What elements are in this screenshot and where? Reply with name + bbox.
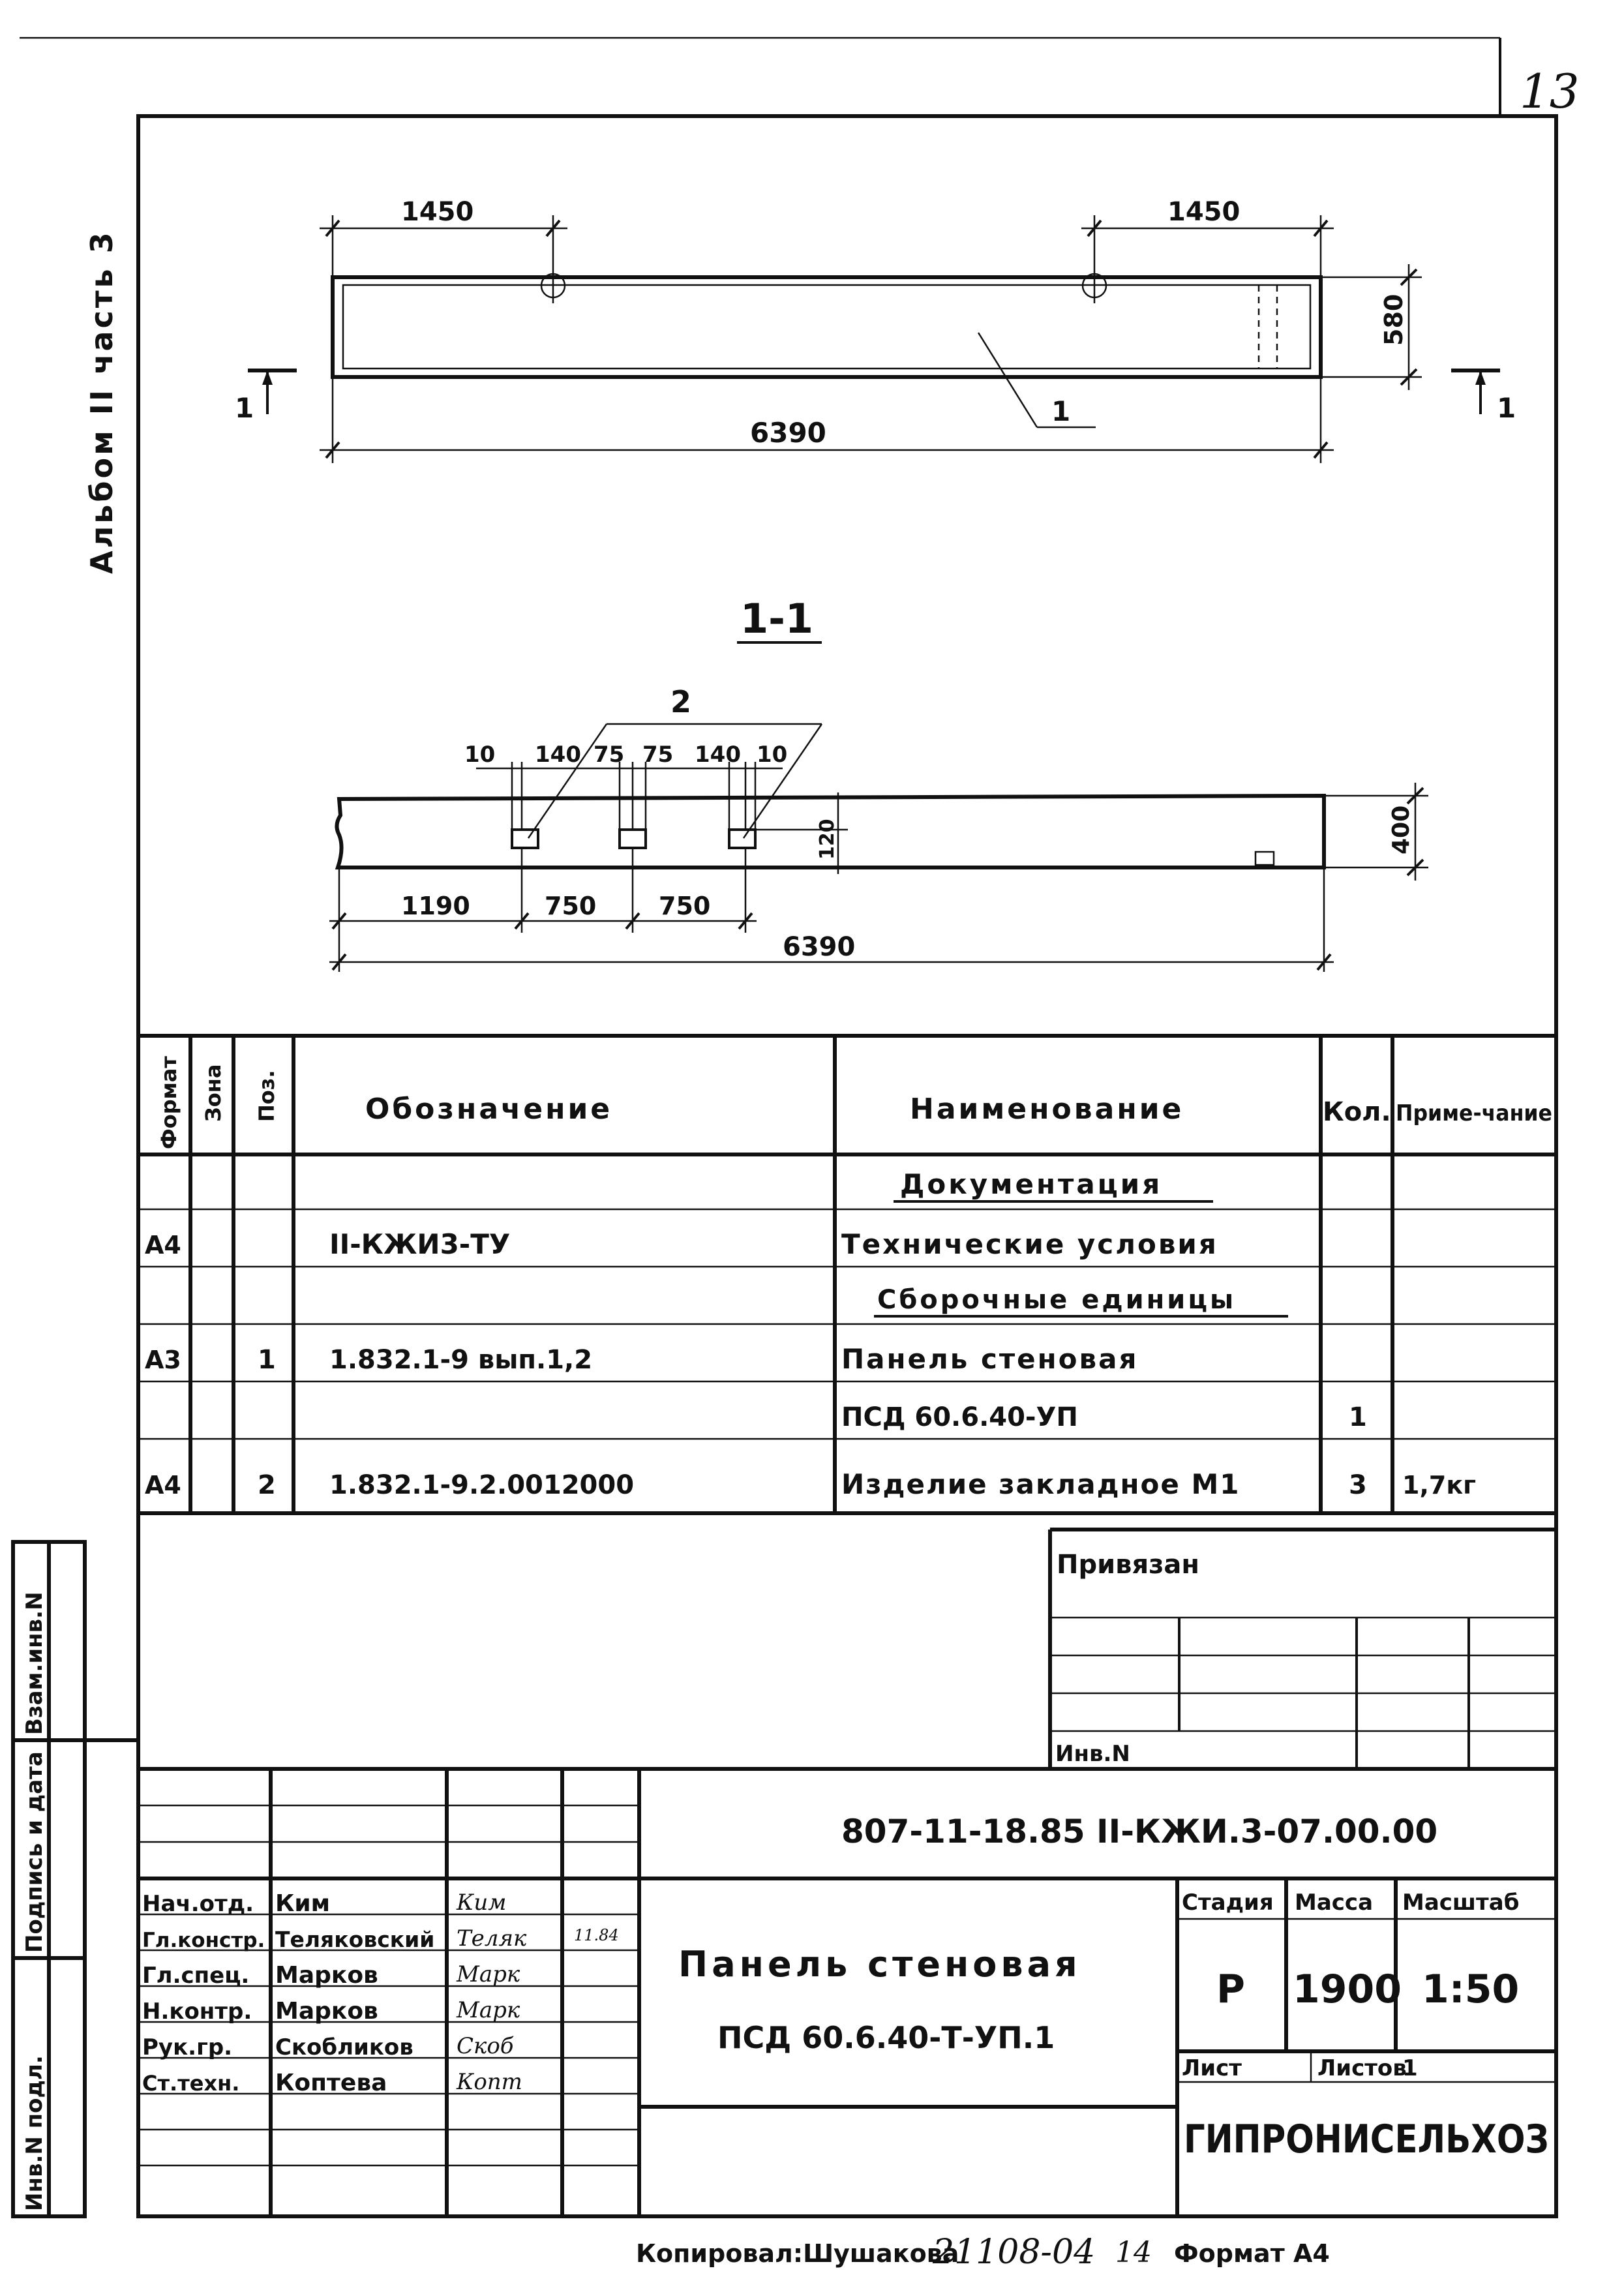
sig-name-1: Теляковский [275, 1927, 435, 1952]
header-format: Формат [157, 1056, 181, 1149]
row-3-name: Панель стеновая [841, 1343, 1139, 1375]
sig-sign-1: Теляк [457, 1925, 527, 1952]
dim-top-140-left: 140 [535, 742, 581, 768]
dim-section-length-6390: 6390 [783, 932, 856, 962]
header-pos: Поз. [254, 1070, 279, 1122]
header-qty: Кол. [1323, 1097, 1391, 1127]
mass-label: Масса [1295, 1890, 1374, 1916]
header-name: Наименование [910, 1093, 1184, 1126]
privyazan-block [1050, 1530, 1556, 1769]
row-3-pos: 1 [258, 1345, 276, 1375]
row-5-name: Изделие закладное М1 [841, 1468, 1241, 1500]
row-5-pos: 2 [258, 1470, 276, 1500]
scale-value: 1:50 [1422, 1967, 1520, 2012]
section-mark-left: 1 [235, 392, 254, 424]
doc-code: 807-11-18.85 II-КЖИ.3-07.00.00 [841, 1813, 1438, 1850]
sig-sign-2: Марк [457, 1961, 520, 1987]
sig-name-4: Скобликов [275, 2034, 414, 2060]
vzam-inv-label: Взам.инв.N [22, 1591, 48, 1735]
organization: ГИПРОНИСЕЛЬХОЗ [1184, 2117, 1549, 2162]
spec-table [138, 1036, 1556, 1513]
embed-2 [620, 830, 646, 848]
row-1-designation: II-КЖИ3-ТУ [329, 1228, 511, 1260]
row-1-name: Технические условия [841, 1228, 1218, 1260]
dim-length-6390: 6390 [750, 417, 826, 449]
dim-top-75-right: 75 [642, 742, 674, 768]
album-side-label: Альбом II часть 3 [84, 230, 119, 574]
sig-role-0: Нач.отд. [142, 1891, 254, 1917]
section-view [329, 595, 1428, 972]
podpis-data-label: Подпись и дата [22, 1751, 48, 1953]
header-zone: Зона [201, 1064, 226, 1122]
copied-by: Копировал:Шушакова [636, 2239, 959, 2268]
header-designation: Обозначение [365, 1093, 613, 1126]
panel-inner-outline [343, 285, 1310, 369]
embed-1 [512, 830, 538, 848]
row-2-name: Сборочные единицы [877, 1285, 1237, 1315]
inv-label: Инв.N [1055, 1741, 1130, 1767]
sig-sign-5: Копт [457, 2069, 522, 2095]
row-4-name: ПСД 60.6.40-УП [841, 1402, 1078, 1432]
dim-left-1450: 1450 [401, 197, 474, 227]
sig-name-5: Коптева [275, 2070, 387, 2096]
copy-code: 21108-04 [933, 2233, 1096, 2272]
stage-label: Стадия [1182, 1890, 1274, 1916]
copy-number: 14 [1115, 2236, 1152, 2269]
privyazan-label: Привязан [1057, 1550, 1200, 1580]
row-1-format: А4 [145, 1231, 181, 1259]
sig-sign-4: Скоб [457, 2033, 514, 2059]
left-strip [13, 1542, 138, 2216]
title-line-2: ПСД 60.6.40-Т-УП.1 [717, 2020, 1055, 2055]
sig-sign-0: Ким [457, 1890, 507, 1916]
sig-name-3: Марков [275, 1998, 378, 2025]
sig-role-5: Ст.техн. [142, 2071, 240, 2096]
row-5-designation: 1.832.1-9.2.0012000 [329, 1470, 635, 1500]
row-5-qty: 3 [1349, 1470, 1367, 1500]
dim-top-75-left: 75 [594, 742, 625, 768]
scale-label: Масштаб [1402, 1890, 1520, 1916]
sig-role-4: Рук.гр. [142, 2034, 233, 2060]
row-3-designation: 1.832.1-9 вып.1,2 [329, 1345, 593, 1375]
copy-footer [636, 2233, 1330, 2272]
embed-3 [729, 830, 755, 848]
row-5-format: А4 [145, 1471, 181, 1500]
copy-format: Формат А4 [1174, 2239, 1330, 2268]
section-title: 1-1 [740, 595, 814, 642]
sig-date-1: 11.84 [574, 1926, 619, 1944]
row-3-format: А3 [145, 1346, 181, 1374]
dim-top-10-left: 10 [464, 742, 496, 768]
dim-height-400: 400 [1388, 805, 1415, 854]
position-callout-1: 1 [1051, 395, 1071, 427]
sig-role-2: Гл.спец. [142, 1963, 250, 1989]
dim-bottom-750-a: 750 [545, 892, 597, 920]
sig-name-2: Марков [275, 1962, 378, 1989]
sheet-label: Лист [1182, 2055, 1242, 2081]
dim-top-140-right: 140 [695, 742, 741, 768]
row-5-note: 1,7кг [1402, 1471, 1476, 1500]
row-4-qty: 1 [1349, 1402, 1367, 1432]
dim-bottom-750-b: 750 [659, 892, 711, 920]
dim-bottom-1190: 1190 [401, 892, 470, 920]
panel-outline [333, 277, 1321, 377]
row-0-name: Документация [900, 1168, 1163, 1200]
dim-120: 120 [816, 819, 839, 860]
callout-2: 2 [670, 684, 692, 719]
dim-height-580: 580 [1379, 294, 1408, 346]
dim-right-1450: 1450 [1167, 197, 1241, 227]
sig-sign-3: Марк [457, 1997, 520, 2023]
title-block [138, 1769, 1556, 2216]
inv-podl-label: Инв.N подл. [22, 2055, 48, 2211]
sheets-value: 1 [1402, 2055, 1418, 2081]
sheet-number: 13 [1520, 64, 1580, 119]
sheets-label: Листов [1317, 2055, 1407, 2081]
title-line-1: Панель стеновая [678, 1944, 1081, 1985]
mass-value: 1900 [1293, 1967, 1402, 2012]
dim-top-10-right: 10 [757, 742, 788, 768]
section-mark-right: 1 [1497, 392, 1516, 424]
sig-role-3: Н.контр. [142, 1998, 252, 2025]
plan-view [235, 197, 1516, 463]
sig-role-1: Гл.констр. [142, 1929, 265, 1952]
stage-value: Р [1216, 1967, 1245, 2012]
sig-name-0: Ким [275, 1890, 331, 1917]
header-note: Приме-чание [1396, 1100, 1552, 1126]
